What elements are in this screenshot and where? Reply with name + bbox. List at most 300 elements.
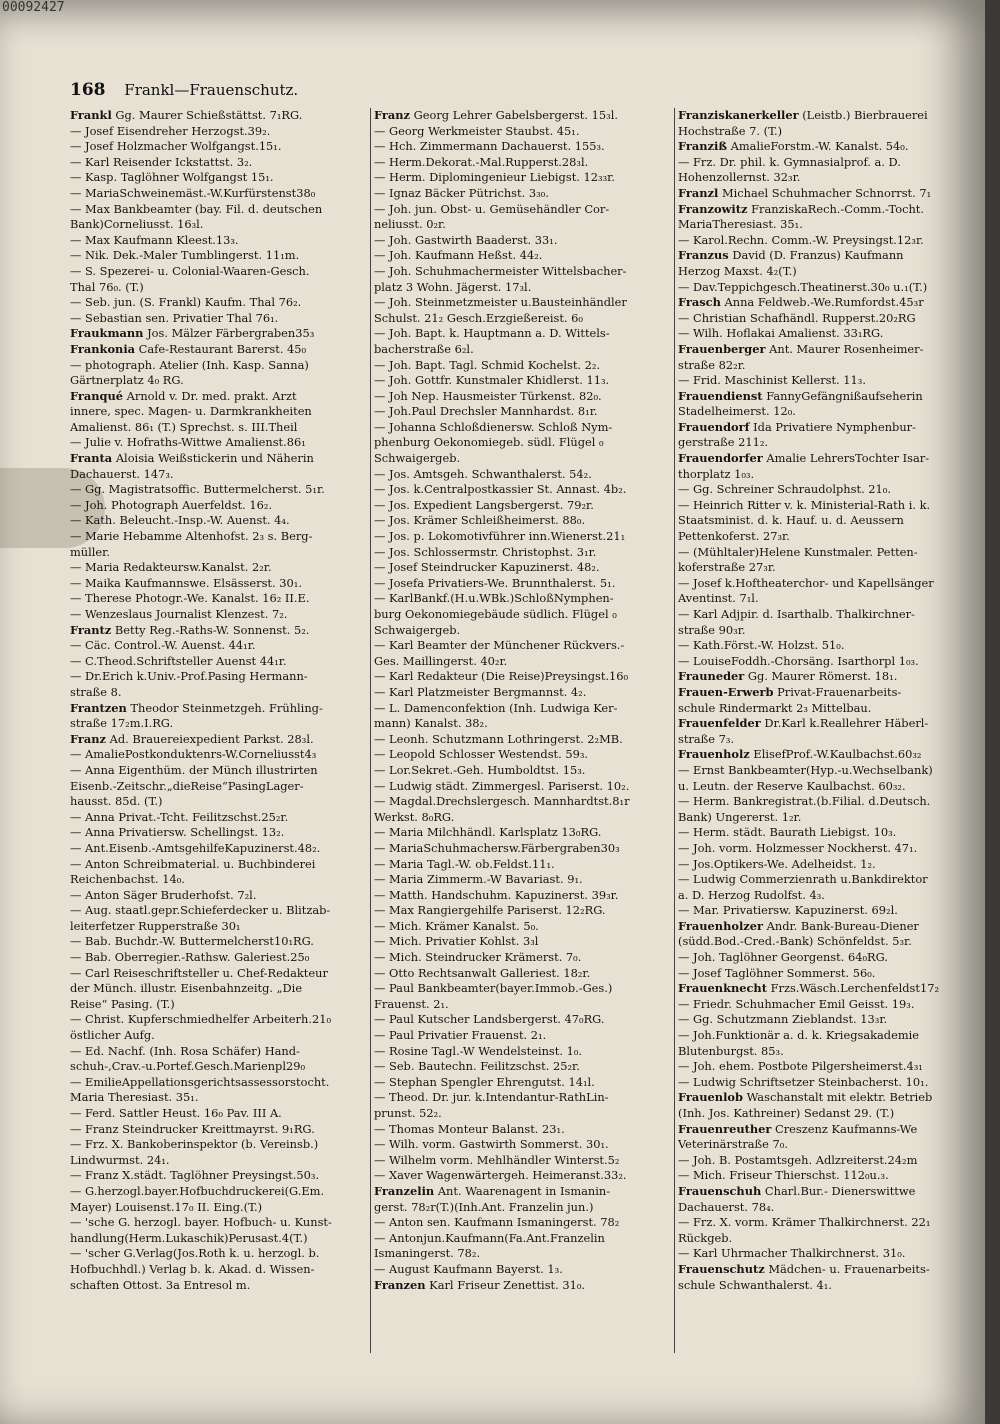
directory-entry: [70, 794, 368, 810]
entry-text: — Otto Rechtsanwalt Galleriest. 18₂r.: [374, 965, 591, 980]
directory-entry: [70, 529, 368, 545]
entry-text: — Joh. vorm. Holzmesser Nockherst. 47₁.: [678, 840, 918, 855]
directory-entry: [70, 1231, 368, 1247]
directory-entry: [70, 358, 368, 374]
directory-entry: [678, 1059, 966, 1075]
directory-entry: [374, 1200, 672, 1216]
entry-text: — Ignaz Bäcker Pütrichst. 3₃₀.: [374, 185, 549, 200]
entry-text: — C.Theod.Schriftsteller Auenst 44₁r.: [70, 653, 287, 668]
entry-text: schule Rindermarkt 2₃ Mittelbau.: [678, 700, 872, 715]
entry-text: (Leistb.) Bierbrauerei: [798, 108, 928, 122]
entry-text: — Cäc. Control.-W. Auenst. 44₁r.: [70, 638, 256, 653]
directory-entry: [678, 170, 966, 186]
entry-text: — Josef Holzmacher Wolfgangst.15₁.: [70, 139, 282, 154]
column-3: [678, 108, 966, 1293]
entry-text: Rückgeb.: [678, 1230, 733, 1245]
directory-entry: [678, 124, 966, 140]
entry-text: — Kath. Beleucht.-Insp.-W. Auenst. 4₄.: [70, 513, 290, 528]
entry-text: — Frz. X. vorm. Krämer Thalkirchnerst. 22₁: [678, 1215, 931, 1230]
directory-entry: [374, 950, 672, 966]
entry-text: — Carl Reiseschriftsteller u. Chef-Redakteur: [70, 965, 328, 980]
directory-entry: [678, 326, 966, 342]
directory-entry: [374, 1075, 672, 1091]
directory-entry: [678, 482, 966, 498]
directory-entry: [678, 435, 966, 451]
directory-entry: [70, 857, 368, 873]
directory-entry: [70, 326, 368, 342]
directory-entry: [678, 498, 966, 514]
directory-entry: [678, 919, 966, 935]
directory-entry: [678, 888, 966, 904]
entry-text: — Joh. Gottfr. Kunstmaler Khidlerst. 11₃.: [374, 373, 610, 388]
entry-text: — Joh.Funktionär a. d. k. Kriegsakademie: [678, 1028, 920, 1043]
directory-entry: [70, 404, 368, 420]
entry-text: — Mich. Privatier Kohlst. 3₃l: [374, 934, 539, 949]
directory-entry: [70, 1168, 368, 1184]
directory-entry: [678, 404, 966, 420]
entry-text: — Mich. Friseur Thierschst. 112₀u.₃.: [678, 1168, 889, 1183]
directory-entry: [374, 264, 672, 280]
entry-text: — Leonh. Schutzmann Lothringerst. 2₂MB.: [374, 731, 623, 746]
entry-text: — Anna Privatiersw. Schellingst. 13₂.: [70, 825, 285, 840]
directory-entry: [678, 654, 966, 670]
entry-text: gerstraße 211₂.: [678, 435, 769, 450]
entry-text: — MariaSchuhmachersw.Färbergraben30₃: [374, 840, 620, 855]
column-divider: [674, 108, 675, 1353]
entry-text: — MariaSchweinemäst.-W.Kurfürstenst38₀: [70, 185, 316, 200]
entry-text: — Gg. Schreiner Schraudolphst. 21₀.: [678, 482, 891, 497]
directory-entry: [678, 358, 966, 374]
entry-text: Schwaigergeb.: [374, 622, 461, 637]
entry-text: Georg Lehrer Gabelsbergerst. 15₃l.: [410, 108, 618, 122]
entry-text: Werkst. 8₀RG.: [374, 809, 455, 824]
entry-text: Gg. Maurer Schießstättst. 7₁RG.: [111, 108, 303, 122]
entry-text: Stadelheimerst. 12₀.: [678, 404, 796, 419]
directory-entry: [70, 1075, 368, 1091]
entry-text: — August Kaufmann Bayerst. 1₃.: [374, 1261, 563, 1276]
directory-entry: [374, 1044, 672, 1060]
entry-text: — Jos. Amtsgeh. Schwanthalerst. 54₂.: [374, 466, 592, 481]
entry-text: — Herm.Dekorat.-Mal.Rupperst.28₃l.: [374, 154, 589, 169]
directory-entry: [374, 825, 672, 841]
entry-text: — Paul Kutscher Landsbergerst. 47₀RG.: [374, 1012, 605, 1027]
entry-text: hausst. 85d. (T.): [70, 794, 163, 809]
entry-text: — Ludwig städt. Zimmergesl. Pariserst. 10₂.: [374, 778, 630, 793]
directory-entry: [678, 233, 966, 249]
entry-text: — Joh. Taglöhner Georgenst. 64₀RG.: [678, 950, 888, 965]
entry-text: — Rosine Tagl.-W Wendelsteinst. 1₀.: [374, 1043, 583, 1058]
entry-text: — Joh. B. Postamtsgeh. Adlzreiterst.24₂m: [678, 1152, 918, 1167]
entry-text: — Herm. Diplomingenieur Liebigst. 12₃₃r.: [374, 170, 615, 185]
entry-text: — G.herzogl.bayer.Hofbuchdruckerei(G.Em.: [70, 1183, 325, 1198]
entry-surname: Frantzen: [70, 700, 127, 715]
entry-text: — Bab. Oberregier.-Rathsw. Galeriest.25₀: [70, 950, 310, 965]
entry-text: Schwaigergeb.: [374, 451, 461, 466]
directory-entry: [374, 903, 672, 919]
entry-text: Hochstraße 7. (T.): [678, 123, 783, 138]
entry-text: — Herm. Bankregistrat.(b.Filial. d.Deutsch.: [678, 794, 931, 809]
directory-entry: [70, 981, 368, 997]
directory-entry: [678, 934, 966, 950]
entry-text: — Jos. Schlossermstr. Christophst. 3₁r.: [374, 544, 597, 559]
entry-text: — Wilh. Hoflakai Amalienst. 33₁RG.: [678, 326, 884, 341]
entry-text: — Josef Eisendreher Herzogst.39₂.: [70, 123, 271, 138]
entry-text: schuh-,Crav.-u.Portef.Gesch.Marienpl29₀: [70, 1059, 306, 1074]
entry-text: AmalieForstm.-W. Kanalst. 54₀.: [727, 139, 909, 154]
directory-entry: [678, 1012, 966, 1028]
entry-surname: Frankl: [70, 108, 112, 122]
directory-entry: [678, 1278, 966, 1294]
entry-text: — Joh. Schuhmachermeister Wittelsbacher-: [374, 263, 627, 278]
entry-text: — Johanna Schloßdienersw. Schloß Nym-: [374, 419, 613, 434]
directory-entry: [374, 981, 672, 997]
directory-entry: [70, 1153, 368, 1169]
entry-text: Amalienst. 86₁ (T.) Sprechst. s. III.Theil: [70, 419, 298, 434]
entry-text: — Joh. jun. Obst- u. Gemüsehändler Cor-: [374, 201, 610, 216]
entry-text: — Wilh. vorm. Gastwirth Sommerst. 30₁.: [374, 1137, 609, 1152]
directory-entry: [70, 560, 368, 576]
entry-surname: Frauenberger: [678, 341, 766, 356]
directory-entry: [374, 280, 672, 296]
directory-entry: [374, 1262, 672, 1278]
entry-surname: Franta: [70, 451, 113, 466]
directory-entry: [374, 358, 672, 374]
directory-entry: [678, 264, 966, 280]
directory-entry: [374, 467, 672, 483]
entry-surname: Franzen: [374, 1277, 426, 1292]
entry-text: Mayer) Louisenst.17₀ II. Eing.(T.): [70, 1199, 263, 1214]
directory-entry: [70, 1122, 368, 1138]
entry-text: — Gg. Schutzmann Zieblandst. 13₃r.: [678, 1012, 888, 1027]
directory-entry: [678, 1246, 966, 1262]
directory-entry: [70, 747, 368, 763]
entry-text: a. D. Herzog Rudolfst. 4₃.: [678, 887, 825, 902]
directory-entry: [678, 1231, 966, 1247]
directory-entry: [70, 825, 368, 841]
directory-entry: [374, 1278, 672, 1294]
directory-entry: [374, 810, 672, 826]
entry-text: — LouiseFoddh.-Chorsäng. Isarthorpl 1₀₃.: [678, 653, 919, 668]
directory-entry: [70, 1090, 368, 1106]
directory-entry: [70, 841, 368, 857]
directory-entry: [678, 373, 966, 389]
entry-text: koferstraße 27₃r.: [678, 560, 776, 575]
entry-text: — Joh. Steinmetzmeister u.Bausteinhändler: [374, 295, 627, 310]
directory-entry: [374, 1028, 672, 1044]
entry-text: Amalie LehrersTochter Isar-: [762, 451, 930, 466]
entry-text: Blutenburgst. 85₃.: [678, 1043, 784, 1058]
entry-text: — Matth. Handschuhm. Kapuzinerst. 39₃r.: [374, 887, 619, 902]
entry-text: — Jos. Krämer Schleißheimerst. 88₀.: [374, 513, 586, 528]
directory-entry: [70, 623, 368, 639]
entry-text: — Karl Uhrmacher Thalkirchnerst. 31₀.: [678, 1246, 906, 1261]
entry-text: — Karl Platzmeister Bergmannst. 4₂.: [374, 684, 587, 699]
entry-text: — Karl Beamter der Münchener Rückvers.-: [374, 638, 625, 653]
directory-entry: [374, 1168, 672, 1184]
entry-text: (Inh. Jos. Kathreiner) Sedanst 29. (T.): [678, 1106, 895, 1120]
directory-entry: [678, 981, 966, 997]
entry-text: u. Leutn. der Reserve Kaulbachst. 60₃₂.: [678, 778, 906, 793]
entry-surname: Frantz: [70, 622, 112, 637]
entry-surname: Frauenfelder: [678, 716, 761, 731]
entry-text: Waschanstalt mit elektr. Betrieb: [742, 1090, 933, 1105]
directory-entry: [678, 529, 966, 545]
directory-entry: [678, 342, 966, 358]
directory-entry: [70, 966, 368, 982]
directory-entry: [70, 139, 368, 155]
entry-text: — KarlBankf.(H.u.WBk.)SchloßNymphen-: [374, 591, 614, 606]
directory-entry: [678, 716, 966, 732]
entry-surname: Frauenreuther: [678, 1121, 772, 1136]
entry-text: — Anton Säger Bruderhofst. 7₂l.: [70, 887, 257, 902]
entry-text: Ismaningerst. 78₂.: [374, 1246, 481, 1261]
entry-text: Pettenkoferst. 27₃r.: [678, 529, 790, 544]
entry-surname: Frasch: [678, 295, 721, 310]
directory-entry: [678, 950, 966, 966]
directory-entry: [374, 451, 672, 467]
directory-entry: [70, 1200, 368, 1216]
entry-text: — Christ. Kupferschmiedhelfer Arbeiterh.21₀: [70, 1012, 332, 1027]
entry-text: — Joh. ehem. Postbote Pilgersheimerst.4₃₁: [678, 1059, 923, 1074]
directory-entry: [70, 779, 368, 795]
directory-entry: [70, 669, 368, 685]
entry-text: — EmilieAppellationsgerichtsassessorstocht.: [70, 1074, 330, 1089]
directory-entry: [678, 701, 966, 717]
directory-entry: [70, 482, 368, 498]
entry-text: — Therese Photogr.-We. Kanalst. 16₂ II.E.: [70, 591, 310, 606]
directory-entry: [374, 591, 672, 607]
directory-entry: [374, 763, 672, 779]
entry-text: Mädchen- u. Frauenarbeits-: [764, 1261, 930, 1276]
entry-text: (südd.Bod.-Cred.-Bank) Schönfeldst. 5₃r.: [678, 934, 912, 949]
directory-entry: [678, 857, 966, 873]
directory-entry: [374, 1215, 672, 1231]
entry-text: — Joh. Bapt. k. Hauptmann a. D. Wittels-: [374, 326, 610, 341]
directory-entry: [374, 1122, 672, 1138]
entry-surname: Frauenschutz: [678, 1261, 765, 1276]
directory-entry: [70, 701, 368, 717]
entry-text: — Bab. Buchdr.-W. Buttermelcherst10₁RG.: [70, 934, 314, 949]
entry-text: MariaTheresiast. 35₁.: [678, 217, 803, 232]
column-2: [374, 108, 672, 1293]
entry-text: — Aug. staatl.gepr.Schieferdecker u. Blitzab-: [70, 903, 331, 918]
entry-text: Cafe-Restaurant Barerst. 45₀: [135, 341, 307, 356]
entry-surname: Frauenknecht: [678, 981, 767, 996]
entry-text: FannyGefängnißaufseherin: [762, 388, 923, 403]
entry-text: — Theod. Dr. jur. k.Intendantur-RathLin-: [374, 1090, 609, 1105]
entry-text: Herzog Maxst. 4₂(T.): [678, 263, 797, 278]
entry-text: — AmaliePostkonduktenrs-W.Corneliusst4₃: [70, 747, 317, 762]
directory-entry: [70, 155, 368, 171]
directory-entry: [374, 498, 672, 514]
entry-text: — Anton sen. Kaufmann Ismaningerst. 78₂: [374, 1215, 620, 1230]
directory-entry: [678, 1075, 966, 1091]
entry-text: — Joh. Photograph Auerfeldst. 16₂.: [70, 497, 273, 512]
directory-entry: [678, 623, 966, 639]
directory-entry: [678, 467, 966, 483]
directory-entry: [70, 1106, 368, 1122]
entry-text: — Paul Bankbeamter(bayer.Immob.-Ges.): [374, 981, 613, 996]
entry-text: mann) Kanalst. 38₂.: [374, 716, 488, 731]
entry-text: Eisenb.-Zeitschr.„dieReise“PasingLager-: [70, 778, 304, 793]
entry-surname: Franz: [70, 731, 107, 746]
directory-entry: [678, 513, 966, 529]
directory-entry: [678, 451, 966, 467]
directory-entry: [374, 794, 672, 810]
directory-entry: [70, 264, 368, 280]
directory-entry: [678, 732, 966, 748]
directory-entry: [678, 420, 966, 436]
entry-text: straße 7₃.: [678, 731, 735, 746]
running-title: Frankl—Frauenschutz.: [124, 81, 299, 99]
directory-entry: [678, 217, 966, 233]
directory-entry: [678, 248, 966, 264]
entry-text: — Anna Privat.-Tcht. Feilitzschst.25₂r.: [70, 809, 289, 824]
directory-entry: [374, 857, 672, 873]
entry-text: — Kath.Först.-W. Holzst. 51₀.: [678, 638, 845, 653]
directory-entry: [374, 342, 672, 358]
entry-text: — Leopold Schlosser Westendst. 59₃.: [374, 747, 589, 762]
entry-text: bacherstraße 6₂l.: [374, 341, 474, 356]
directory-entry: [70, 1059, 368, 1075]
entry-text: der Münch. illustr. Eisenbahnzeitg. „Die: [70, 981, 303, 996]
directory-entry: [70, 1246, 368, 1262]
scan-id-label: 00092427: [2, 0, 65, 15]
directory-entry: [678, 747, 966, 763]
entry-surname: Franziskanerkeller: [678, 108, 799, 122]
directory-entry: [374, 513, 672, 529]
directory-entry: [70, 498, 368, 514]
entry-text: — Maria Tagl.-W. ob.Feldst.11₁.: [374, 856, 555, 871]
directory-entry: [70, 607, 368, 623]
entry-text: — Josef Steindrucker Kapuzinerst. 48₂.: [374, 560, 600, 575]
entry-text: schule Schwanthalerst. 4₁.: [678, 1277, 832, 1292]
directory-entry: [678, 389, 966, 405]
entry-text: thorplatz 1₀₃.: [678, 466, 755, 481]
directory-entry: [678, 1153, 966, 1169]
entry-text: Reichenbachst. 14₀.: [70, 872, 185, 887]
entry-surname: Franziß: [678, 139, 727, 154]
entry-text: — Julie v. Hofraths-Wittwe Amalienst.86₁: [70, 435, 306, 450]
entry-text: — Ant.Eisenb.-AmtsgehilfeKapuzinerst.48₂.: [70, 840, 321, 855]
directory-entry: [678, 794, 966, 810]
directory-entry: [374, 1153, 672, 1169]
entry-text: Ant. Waarenagent in Ismanin-: [434, 1183, 611, 1198]
entry-text: Aloisia Weißstickerin und Näherin: [112, 451, 314, 466]
entry-text: — Max Rangiergehilfe Pariserst. 12₂RG.: [374, 903, 606, 918]
directory-entry: [70, 716, 368, 732]
entry-text: FranziskaRech.-Comm.-Tocht.: [747, 201, 924, 216]
entry-text: — Hch. Zimmermann Dachauerst. 155₃.: [374, 139, 605, 154]
entry-surname: Franzelin: [374, 1183, 435, 1198]
entry-text: innere, spec. Magen- u. Darmkrankheiten: [70, 404, 312, 419]
entry-text: — Ludwig Schriftsetzer Steinbacherst. 10₁.: [678, 1074, 929, 1089]
entry-text: straße 8.: [70, 684, 122, 699]
entry-text: — Max Bankbeamter (bay. Fil. d. deutschen: [70, 201, 323, 216]
directory-entry: [678, 280, 966, 296]
entry-text: Bank) Ungererst. 1₂r.: [678, 809, 802, 824]
column-1: [70, 108, 368, 1293]
directory-entry: [70, 311, 368, 327]
directory-entry: [374, 716, 672, 732]
entry-text: — 'sche G. herzogl. bayer. Hofbuch- u. Kunst-: [70, 1215, 332, 1230]
directory-entry: [678, 1262, 966, 1278]
entry-text: — Xaver Wagenwärtergeh. Heimeranst.33₂.: [374, 1168, 627, 1183]
entry-text: — Heinrich Ritter v. k. Ministerial-Rath i. k.: [678, 497, 931, 512]
entry-text: Creszenz Kaufmanns-We: [771, 1121, 918, 1136]
directory-entry: [374, 1106, 672, 1122]
page-header: [70, 80, 298, 102]
directory-entry: [70, 934, 368, 950]
entry-text: — Joh. Kaufmann Heßst. 44₂.: [374, 248, 543, 263]
entry-text: straße 90₃r.: [678, 622, 746, 637]
entry-text: — Herm. städt. Baurath Liebigst. 10₃.: [678, 825, 897, 840]
entry-text: David (D. Franzus) Kaufmann: [728, 248, 904, 263]
entry-text: neliusst. 0₂r.: [374, 217, 446, 232]
directory-entry: [374, 326, 672, 342]
entry-text: Arnold v. Dr. med. prakt. Arzt: [123, 388, 297, 403]
entry-text: — Mar. Privatiersw. Kapuzinerst. 69₂l.: [678, 903, 898, 918]
entry-text: — Joh. Gastwirth Baaderst. 33₁.: [374, 232, 558, 247]
entry-text: östlicher Aufg.: [70, 1028, 155, 1043]
directory-entry: [70, 513, 368, 529]
entry-text: platz 3 Wohn. Jägerst. 17₃l.: [374, 279, 532, 294]
entry-text: — Jos. p. Lokomotivführer inn.Wienerst.21₁: [374, 529, 626, 544]
entry-text: — Ernst Bankbeamter(Hyp.-u.Wechselbank): [678, 762, 933, 777]
entry-text: Ant. Maurer Rosenheimer-: [765, 341, 924, 356]
entry-text: — Jos. k.Centralpostkassier St. Annast. 4b₂.: [374, 482, 627, 497]
entry-text: Jos. Mälzer Färbergraben35₃: [143, 326, 315, 341]
directory-entry: [70, 1012, 368, 1028]
directory-entry: [374, 202, 672, 218]
directory-entry: [70, 919, 368, 935]
directory-entry: [374, 435, 672, 451]
directory-entry: [678, 1137, 966, 1153]
entry-text: Betty Reg.-Raths-W. Sonnenst. 5₂.: [111, 622, 310, 637]
directory-entry: [70, 810, 368, 826]
entry-text: Hohenzollernst. 32₃r.: [678, 170, 801, 185]
directory-entry: [374, 108, 672, 124]
entry-text: Schulst. 21₂ Gesch.Erzgießereist. 6₀: [374, 310, 583, 325]
entry-text: — Franz X.städt. Taglöhner Preysingst.50₃.: [70, 1168, 320, 1183]
entry-text: Maria Theresiast. 35₁.: [70, 1090, 199, 1105]
entry-text: — Dr.Erich k.Univ.-Prof.Pasing Hermann-: [70, 669, 308, 684]
directory-entry: [70, 903, 368, 919]
directory-entry: [70, 576, 368, 592]
directory-entry: [374, 373, 672, 389]
entry-surname: Franzowitz: [678, 201, 748, 216]
entry-text: — Ferd. Sattler Heust. 16₀ Pav. III A.: [70, 1106, 282, 1120]
entry-text: — Joh. Bapt. Tagl. Schmid Kochelst. 2₂.: [374, 357, 601, 372]
directory-entry: [374, 482, 672, 498]
directory-entry: [678, 1028, 966, 1044]
directory-entry: [374, 311, 672, 327]
entry-text: — Sebastian sen. Privatier Thal 76₁.: [70, 310, 279, 325]
directory-entry: [678, 560, 966, 576]
entry-text: müller.: [70, 544, 110, 559]
entry-surname: Fraukmann: [70, 326, 144, 341]
entry-text: leiterfetzer Rupperstraße 30₁: [70, 918, 241, 933]
directory-entry: [678, 186, 966, 202]
directory-entry: [374, 295, 672, 311]
directory-entry: [678, 591, 966, 607]
entry-text: Gg. Maurer Römerst. 18₁.: [744, 669, 898, 684]
directory-entry: [678, 545, 966, 561]
entry-text: Karl Friseur Zenettist. 31₀.: [425, 1277, 586, 1292]
directory-entry: [374, 654, 672, 670]
directory-entry: [70, 732, 368, 748]
directory-entry: [374, 576, 672, 592]
